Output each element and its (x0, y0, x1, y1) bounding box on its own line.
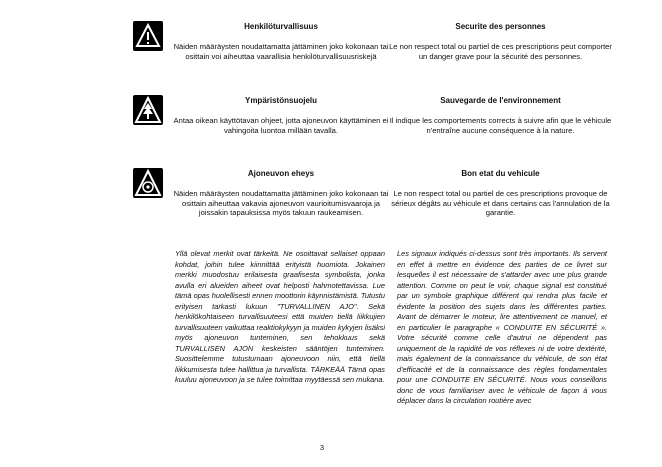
personal-safety-body-fr: Le non respect total ou partiel de ces prescriptions peut comporter un danger grave pour la sécurité des personnes. (389, 42, 612, 61)
environment-tree-icon (133, 95, 163, 125)
environment-title-fi: Ympäristönsuojelu (244, 96, 317, 105)
intro-paragraph-fr: Les signaux indiqués ci-dessus sont très importants. Ils servent en effet à mettre en évidence des parties de ce livret sur lesquelles il est nécessaire de s'attarder avec une plus grande attention. Comme on peut le voir, chaque signal est constitué par un symbole graphique différent qui rendra plus facile et évidente la position des sujets dans les différentes parties. Avant de démarrer le moteur, lire attentivement ce manuel, et en particulier le paragraphe « CONDUITE EN SÉCURITÉ ». Votre sécurité comme celle d'autrui ne dépendent pas uniquement de la rapidité de vos réflexes ni de votre dextérité, mais également de la connaissance du véhicule, de son état d'efficacité et de la connaissance des règles fondamentales pour une CONDUITE EN SÉCURITÉ. Nous vous conseillons donc de vous familiariser avec le véhicule de façon à vous déplacer dans la circulation routière avec (397, 249, 607, 405)
warning-triangle-icon (133, 21, 163, 51)
vehicle-integrity-body-fi: Näiden määräysten noudattamatta jättäminen joko kokonaan tai osittain aiheuttaa vakavia ajoneuvon vaurioitumisvaaroja ja joissakin tapauksissa myös takuun raukeamisen. (173, 189, 389, 218)
personal-safety-title-fr: Securite des personnes (455, 22, 546, 31)
environment-body-fr: Il indique les comportements corrects à suivre afin que le véhicule n'entraîne aucune conséquence à la nature. (389, 116, 612, 135)
environment-body-fi: Antaa oikean käyttötavan ohjeet, jotta ajoneuvon käyttäminen ei vahingoita luontoa millään tavalla. (173, 116, 389, 135)
vehicle-integrity-body-fr: Le non respect total ou partiel de ces prescriptions provoque de sérieux dégâts au véhicule et dans certains cas l'annulation de la garantie. (391, 189, 610, 218)
vehicle-integrity-title-fr: Bon etat du vehicule (461, 169, 540, 178)
intro-paragraph-fi: Yllä olevat merkit ovat tärkeitä. Ne osoittavat sellaiset oppaan kohdat, joihin tulee kiinnittää erityistä huomiota. Jokainen merkki muodostuu erilaisesta graafisesta symbolista, jonka avulla eri alueiden aiheet ovat helposti hahmotettavissa. Lue tämä opas huolellisesti ennen moottorin käynnistämistä. Tutustu erityisen tarkasti lukuun "TURVALLINEN AJO". Sekä henkilökohtaiseen turvallisuuteesi että muiden tiellä liikkujien turvallisuuteen vaikuttaa reaktiokykyyn ja muiden kykyjen lisäksi myös ajoneuvon tunteminen, sen tehokkuus sekä TURVALLISEN AJON keskeisten sääntöjen tunteminen. Suosittelemme tutustumaan ajoneuvoon niin, että tiellä liikkumisesta tulee hallittua ja turvallista. TÄRKEÄÄ Tämä opas kuuluu ajoneuvoon ja se tulee toimittaa myytäessä sen mukana. (175, 249, 385, 384)
personal-safety-body-fi: Näiden määräysten noudattamatta jättäminen joko kokonaan tai osittain voi aiheuttaa vaarallisia henkilöturvallisuusriskejä (173, 42, 389, 61)
environment-title-fr: Sauvegarde de l'environnement (440, 96, 561, 105)
page-number: 3 (319, 443, 325, 452)
vehicle-integrity-title-fi: Ajoneuvon eheys (247, 169, 315, 178)
personal-safety-title-fi: Henkilöturvallisuus (244, 22, 318, 31)
vehicle-integrity-icon (133, 168, 163, 198)
